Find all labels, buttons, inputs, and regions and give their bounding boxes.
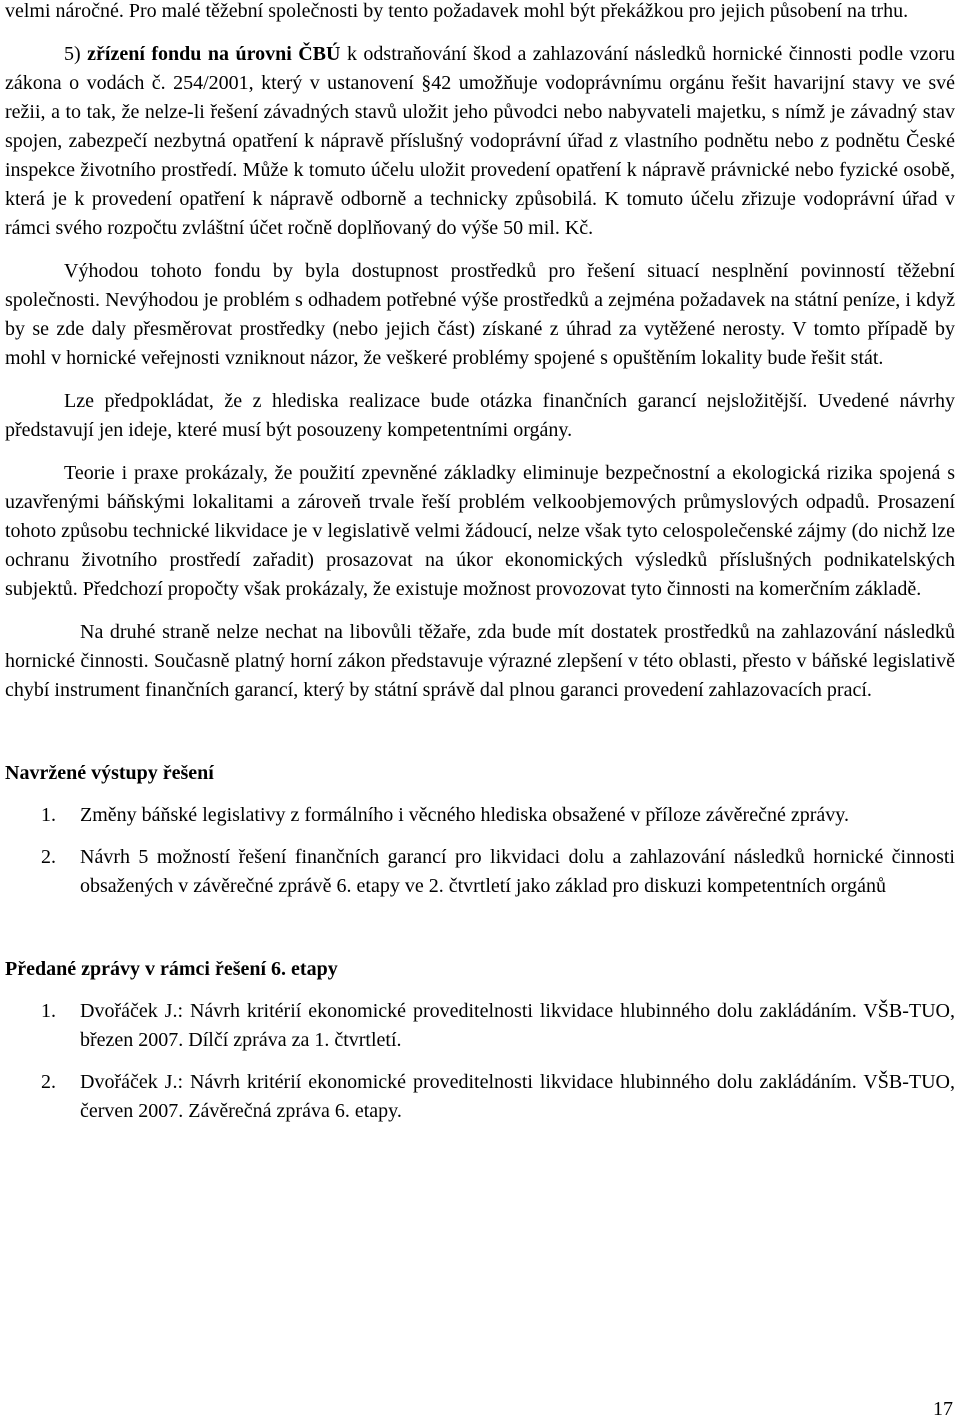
paragraph-continuation: velmi náročné. Pro malé těžební společnosti by tento požadavek mohl být překážkou pro jejich působení na trhu. bbox=[5, 0, 909, 22]
list-item-number: 1. bbox=[41, 804, 56, 826]
list-item-text: Návrh 5 možností řešení finančních garancí pro likvidaci dolu a zahlazování následků hornické činnosti obsažených v závěrečné zprávě 6. etapy ve 2. čtvrtletí jako základ pro diskuzi kompetentních orgánů bbox=[80, 846, 955, 897]
point-5-body: k odstraňování škod a zahlazování následků hornické činnosti podle vzoru zákona o vodách č. 254/2001, který v ustanovení §42 umožňuje vodoprávnímu orgánu řešit havarijní stavy ve své režii, a to tak, že nelze-li řešení závadných stavů uložit jeho původci nebo nabyvateli majetku, s nímž je závadný stav spojen, zabezpečí nezbytná opatření k nápravě příslušný vodoprávní úřad z vlastního podnětu nebo z podnětu České inspekce životního prostředí. Může k tomuto účelu uložit provedení opatření k nápravě právnické nebo fyzické osobě, která je k provedení opatření k nápravě odborně a technicky způsobilá. K tomuto účelu zřizuje vodoprávní úřad v rámci svého rozpočtu zvláštní účet ročně doplňovaný do výše 50 mil. Kč. bbox=[5, 43, 955, 239]
reports-list bbox=[5, 997, 955, 1126]
point-5-prefix: 5) bbox=[64, 43, 88, 65]
point-5-bold-title: zřízení fondu na úrovni ČBÚ bbox=[87, 43, 341, 65]
list-item bbox=[5, 1068, 955, 1126]
section-heading-reports: Předané zprávy v rámci řešení 6. etapy bbox=[5, 958, 338, 980]
list-item-number: 2. bbox=[41, 1071, 56, 1093]
list-item-text: Změny báňské legislativy z formálního i věcného hlediska obsažené v příloze závěrečné zprávy. bbox=[80, 804, 849, 826]
outputs-list bbox=[5, 801, 955, 901]
list-item bbox=[5, 843, 955, 901]
document-page bbox=[5, 0, 955, 1126]
paragraph-other-side: Na druhé straně nelze nechat na libovůli těžaře, zda bude mít dostatek prostředků na zahlazování následků hornické činnosti. Současně platný horní zákon představuje výrazné zlepšení v této oblasti, přesto v báňské legislativě chybí instrument finančních garancí, který by státní správě dal plnou garanci provedení zahlazovacích prací. bbox=[5, 621, 955, 701]
list-item-number: 2. bbox=[41, 846, 56, 868]
paragraph-advantage: Výhodou tohoto fondu by byla dostupnost prostředků pro řešení situací nesplnění povinností těžební společnosti. Nevýhodou je problém s odhadem potřebné výše prostředků a zejména požadavek na státní peníze, i když by se zde daly přesměrovat prostředky (nebo jejich část) získané z úhrad za vytěžené nerosty. V tomto případě by mohl v hornické veřejnosti vzniknout názor, že veškeré problémy spojené s opuštěním lokality bude řešit stát. bbox=[5, 260, 955, 369]
list-item-text: Dvořáček J.: Návrh kritérií ekonomické proveditelnosti likvidace hlubinného dolu zakládáním. VŠB-TUO, březen 2007. Dílčí zpráva za 1. čtvrtletí. bbox=[80, 1000, 955, 1051]
list-item-text: Dvořáček J.: Návrh kritérií ekonomické proveditelnosti likvidace hlubinného dolu zakládáním. VŠB-TUO, červen 2007. Závěrečná zpráva 6. etapy. bbox=[80, 1071, 955, 1122]
list-item bbox=[5, 801, 955, 830]
paragraph-theory-practice: Teorie i praxe prokázaly, že použití zpevněné základky eliminuje bezpečnostní a ekologická rizika spojená s uzavřenými báňskými lokalitami a zároveň trvale řeší problém velkoobjemových průmyslových odpadů. Prosazení tohoto způsobu technické likvidace je v legislativě velmi žádoucí, nelze však tyto celospolečenské zájmy (do nichž lze ochranu životního prostředí zařadit) prosazovat na úkor ekonomických výsledků příslušných podnikatelských subjektů. Předchozí propočty však prokázaly, že existuje možnost provozovat tyto činnosti na komerčním základě. bbox=[5, 462, 955, 600]
point-5-paragraph bbox=[5, 40, 955, 243]
section-heading-outputs: Navržené výstupy řešení bbox=[5, 762, 214, 784]
list-item-number: 1. bbox=[41, 1000, 56, 1022]
page-number: 17 bbox=[933, 1398, 953, 1420]
paragraph-assumption: Lze předpokládat, že z hlediska realizace bude otázka finančních garancí nejsložitější. Uvedené návrhy představují jen ideje, které musí být posouzeny kompetentními orgány. bbox=[5, 390, 955, 441]
list-item bbox=[5, 997, 955, 1055]
